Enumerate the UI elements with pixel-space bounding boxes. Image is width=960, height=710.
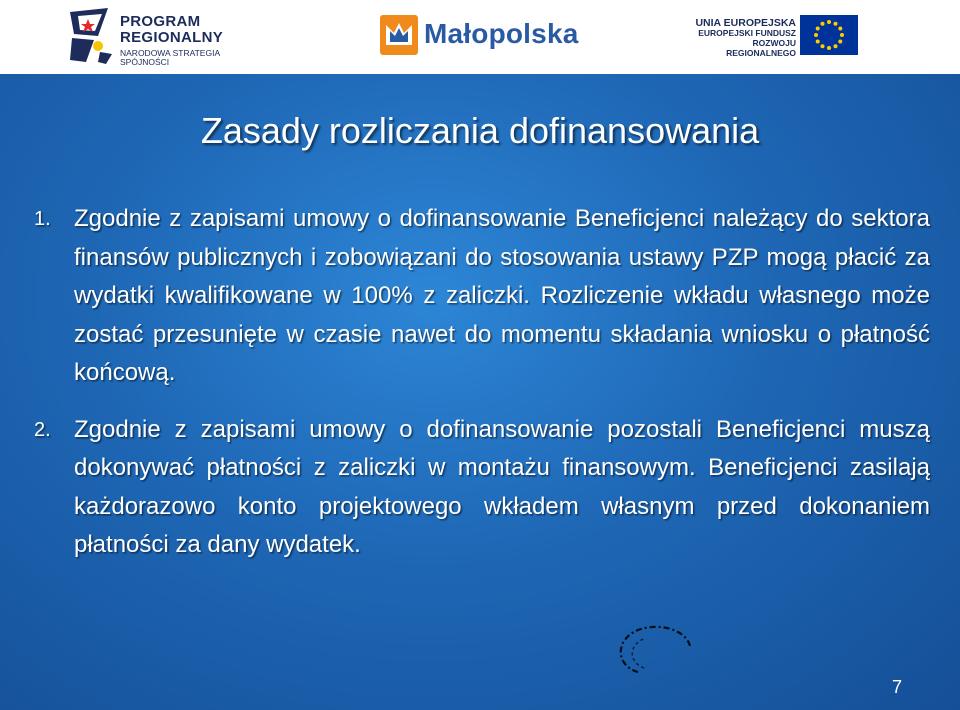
program-logo-line2: REGIONALNY	[120, 29, 224, 46]
list-item-text: Zgodnie z zapisami umowy o dofinansowanie Beneficjenci należący do sektora finansów publicznych i zobowiązani do stosowania ustawy PZP mogą płacić za wydatki kwalifikowane w 100% z zaliczki. Rozliczenie wkładu własnego może zostać przesunięte w czasie nawet do momentu składania wniosku o płatność końcową.	[74, 205, 930, 386]
list-item	[34, 411, 930, 565]
malopolska-logo-text: Małopolska	[424, 18, 579, 49]
eu-logo-line1: UNIA EUROPEJSKA	[695, 17, 796, 29]
eu-logo	[690, 0, 890, 74]
page-number: 7	[891, 677, 902, 697]
list-item-number: 1.	[34, 208, 51, 230]
decorative-swirl-icon	[608, 620, 698, 680]
malopolska-emblem-icon	[380, 15, 418, 55]
program-regionalny-emblem-icon	[68, 6, 114, 66]
list-item-number: 2.	[34, 418, 51, 441]
slide-body	[0, 74, 960, 710]
program-regionalny-logo	[68, 0, 268, 74]
malopolska-logo	[380, 0, 580, 74]
program-logo-line3: NARODOWA STRATEGIA SPÓJNOŚCI	[120, 48, 220, 67]
list-item	[34, 200, 930, 393]
eu-flag-icon	[800, 15, 858, 55]
slide-content	[34, 200, 930, 565]
logo-header	[0, 0, 960, 74]
eu-logo-line3: ROZWOJU REGIONALNEGO	[726, 37, 796, 58]
slide-title: Zasady rozliczania dofinansowania	[200, 110, 760, 151]
program-logo-line1: PROGRAM	[120, 13, 201, 30]
list-item-text: Zgodnie z zapisami umowy o dofinansowanie pozostali Beneficjenci muszą dokonywać płatności z zaliczki w montażu finansowym. Beneficjenci zasilają każdorazowo konto projektowego wkładem własnym przed dokonaniem płatności za dany wydatek.	[74, 415, 930, 558]
eu-logo-line2: EUROPEJSKI FUNDUSZ	[698, 28, 796, 39]
